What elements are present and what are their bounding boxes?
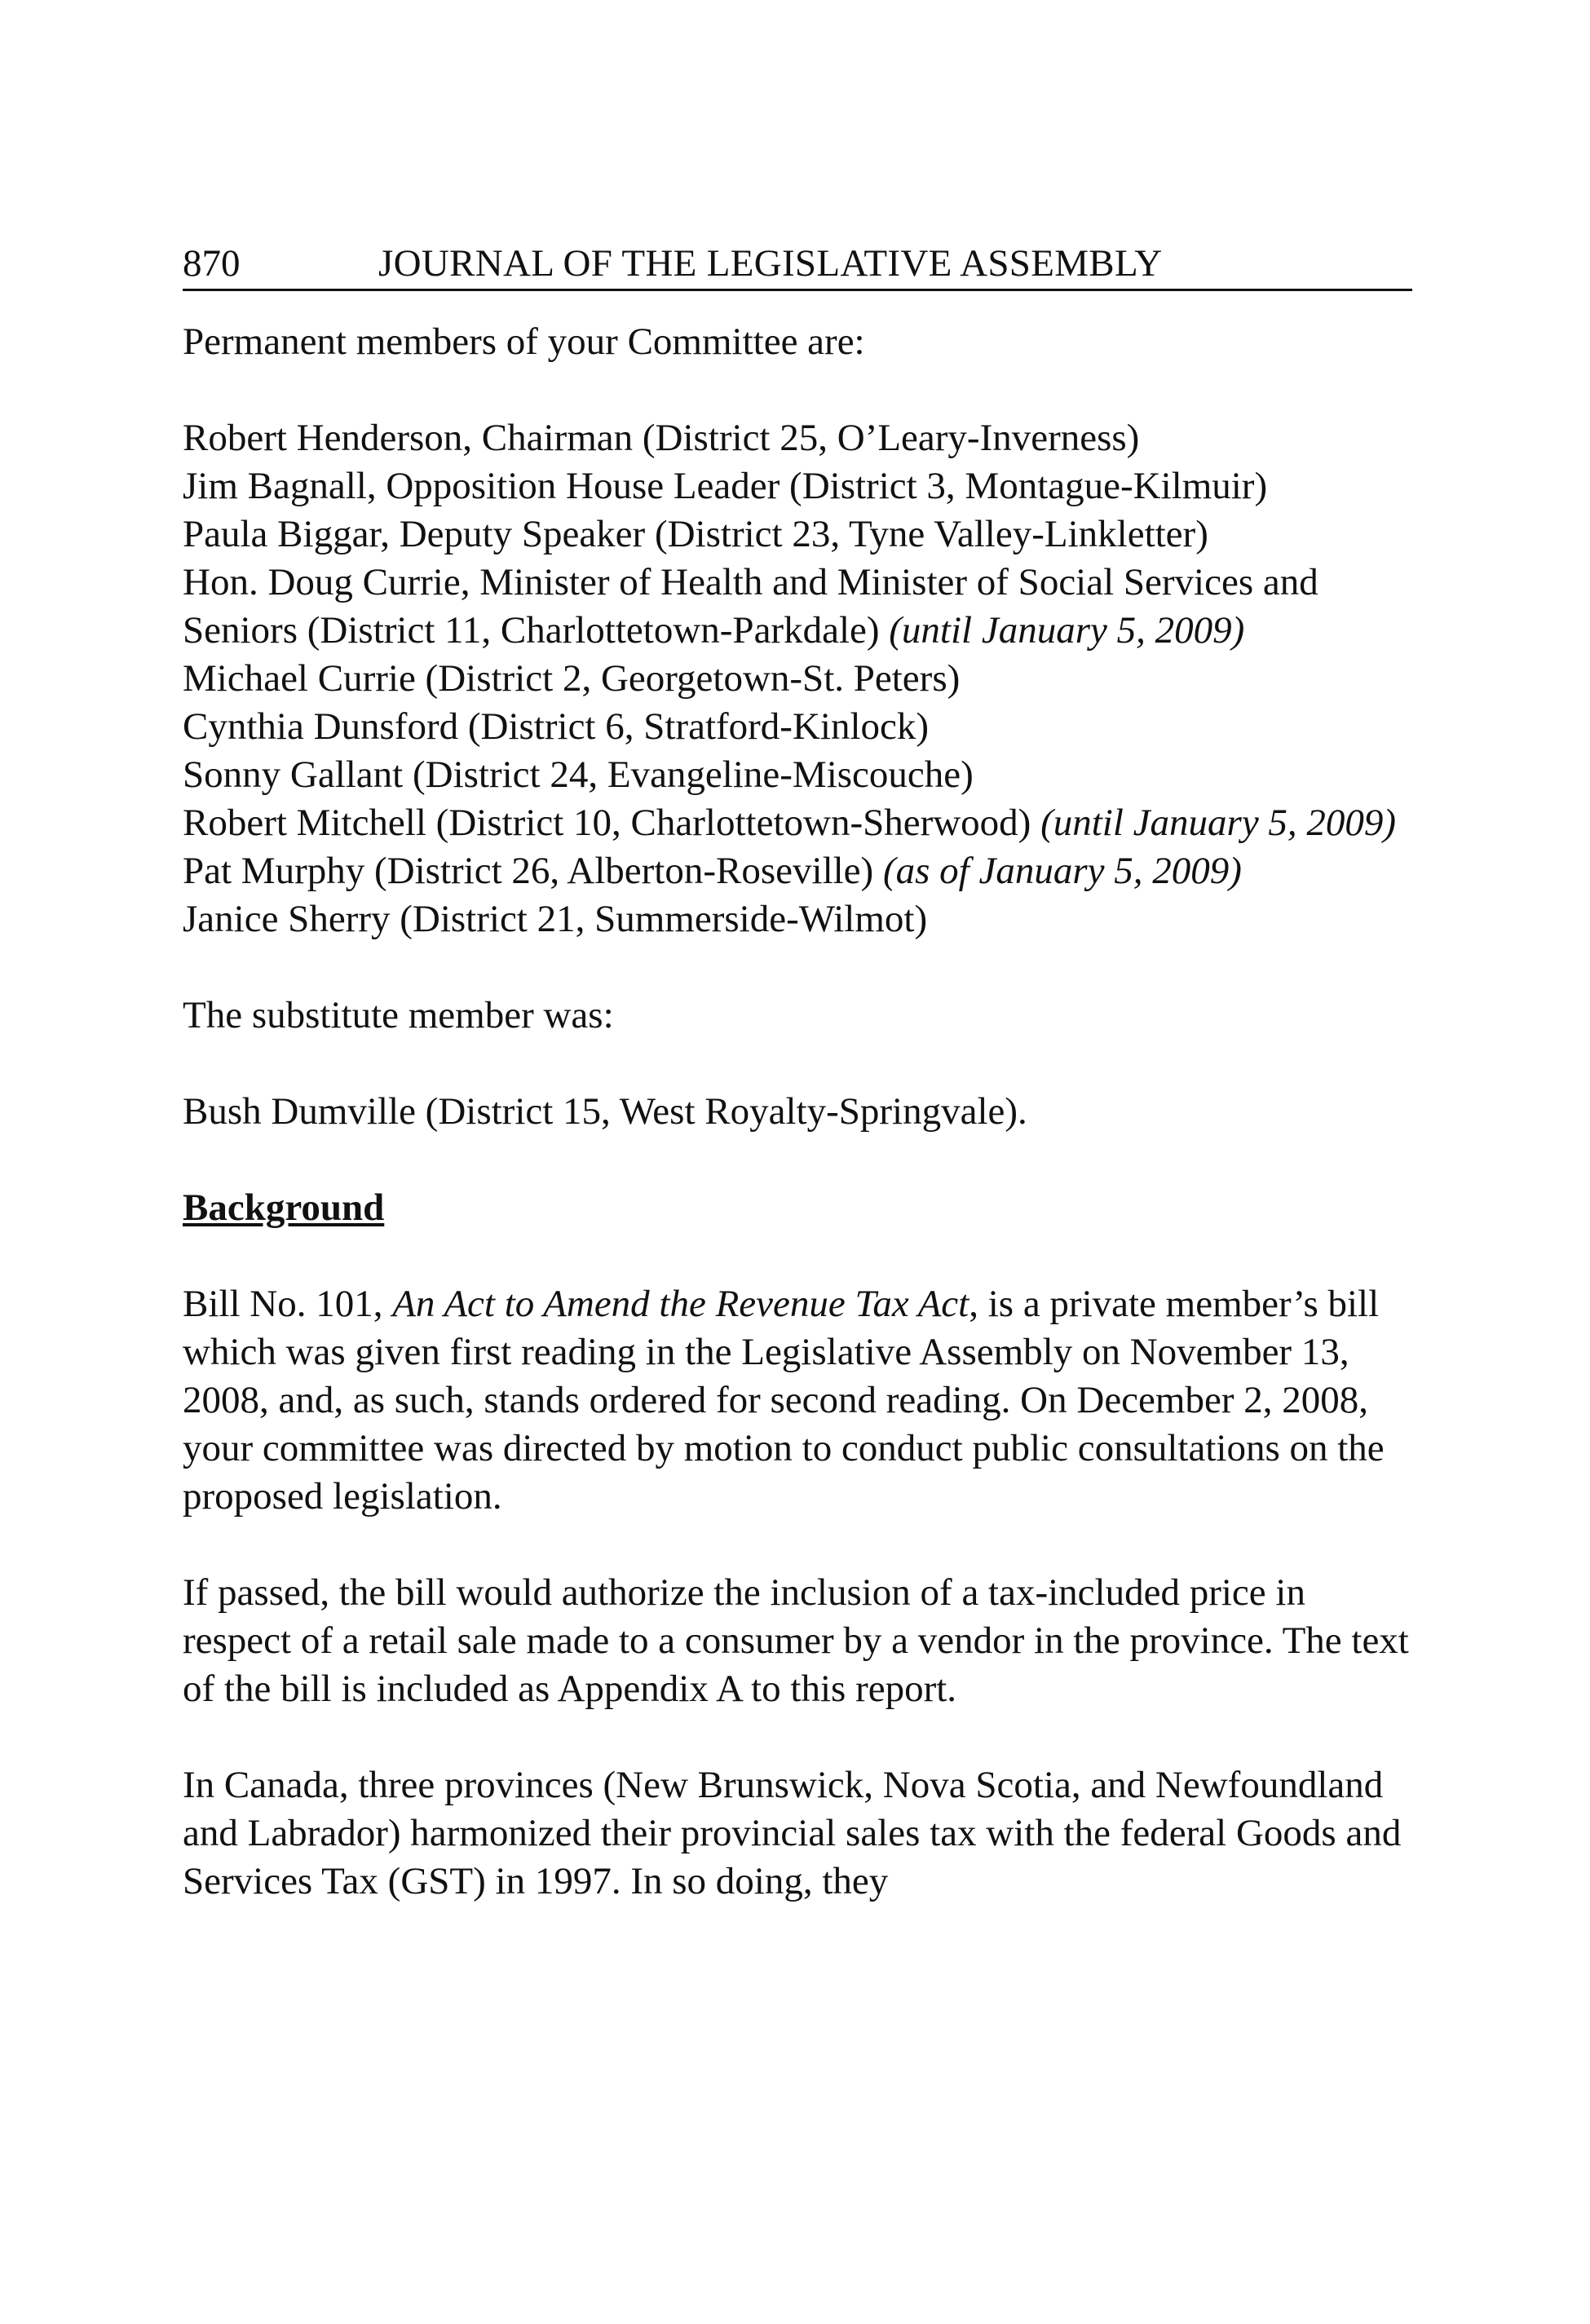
member-item: Paula Biggar, Deputy Speaker (District 23, Tyne Valley-Linkletter) [183, 513, 1208, 555]
member-item: Jim Bagnall, Opposition House Leader (District 3, Montague-Kilmuir) [183, 465, 1268, 507]
member-item: Pat Murphy (District 26, Alberton-Roseville) (as of January 5, 2009) [183, 850, 1242, 892]
paragraph-purpose: If passed, the bill would authorize the inclusion of a tax-included price in respect of a retail sale made to a consumer by a vendor in the province. The text of the bill is included as Appendix A to this report. [183, 1571, 1409, 1710]
member-list [183, 414, 1412, 943]
member-item: Robert Mitchell (District 10, Charlottetown-Sherwood) (until January 5, 2009) [183, 802, 1397, 844]
document-body [183, 318, 1412, 1906]
member-item: Sonny Gallant (District 24, Evangeline-Miscouche) [183, 753, 974, 796]
member-item: Michael Currie (District 2, Georgetown-St. Peters) [183, 657, 961, 700]
journal-title: JOURNAL OF THE LEGISLATIVE ASSEMBLY [378, 242, 1163, 285]
member-item: Hon. Doug Currie, Minister of Health and Minister of Social Services and Seniors (District 11, Charlottetown-Parkdale) (until January 5, 2009) [183, 561, 1318, 652]
page-header [183, 238, 1412, 291]
member-note: (as of January 5, 2009) [882, 850, 1242, 892]
paragraph-harmonization: In Canada, three provinces (New Brunswick, Nova Scotia, and Newfoundland and Labrador) harmonized their provincial sales tax with the federal Goods and Services Tax (GST) in 1997. In so doing, they [183, 1764, 1402, 1902]
substitute-member: Bush Dumville (District 15, West Royalty-Springvale). [183, 1090, 1027, 1133]
document-page [183, 238, 1412, 1906]
paragraph-bill: Bill No. 101, An Act to Amend the Revenue Tax Act, is a private member’s bill which was given first reading in the Legislative Assembly on November 13, 2008, and, as such, stands ordered for second reading. On December 2, 2008, your committee was directed by motion to conduct public consultations on the proposed legislation. [183, 1283, 1385, 1518]
member-item: Cynthia Dunsford (District 6, Stratford-Kinlock) [183, 705, 930, 748]
bill-title: An Act to Amend the Revenue Tax Act [392, 1283, 969, 1325]
substitute-intro: The substitute member was: [183, 994, 614, 1036]
member-note: (until January 5, 2009) [889, 609, 1245, 652]
page-number: 870 [183, 242, 241, 285]
section-heading-background: Background [183, 1186, 385, 1229]
member-item: Janice Sherry (District 21, Summerside-Wilmot) [183, 898, 928, 940]
member-note: (until January 5, 2009) [1040, 802, 1397, 844]
member-item: Robert Henderson, Chairman (District 25, O’Leary-Inverness) [183, 417, 1140, 459]
members-intro: Permanent members of your Committee are: [183, 320, 865, 363]
